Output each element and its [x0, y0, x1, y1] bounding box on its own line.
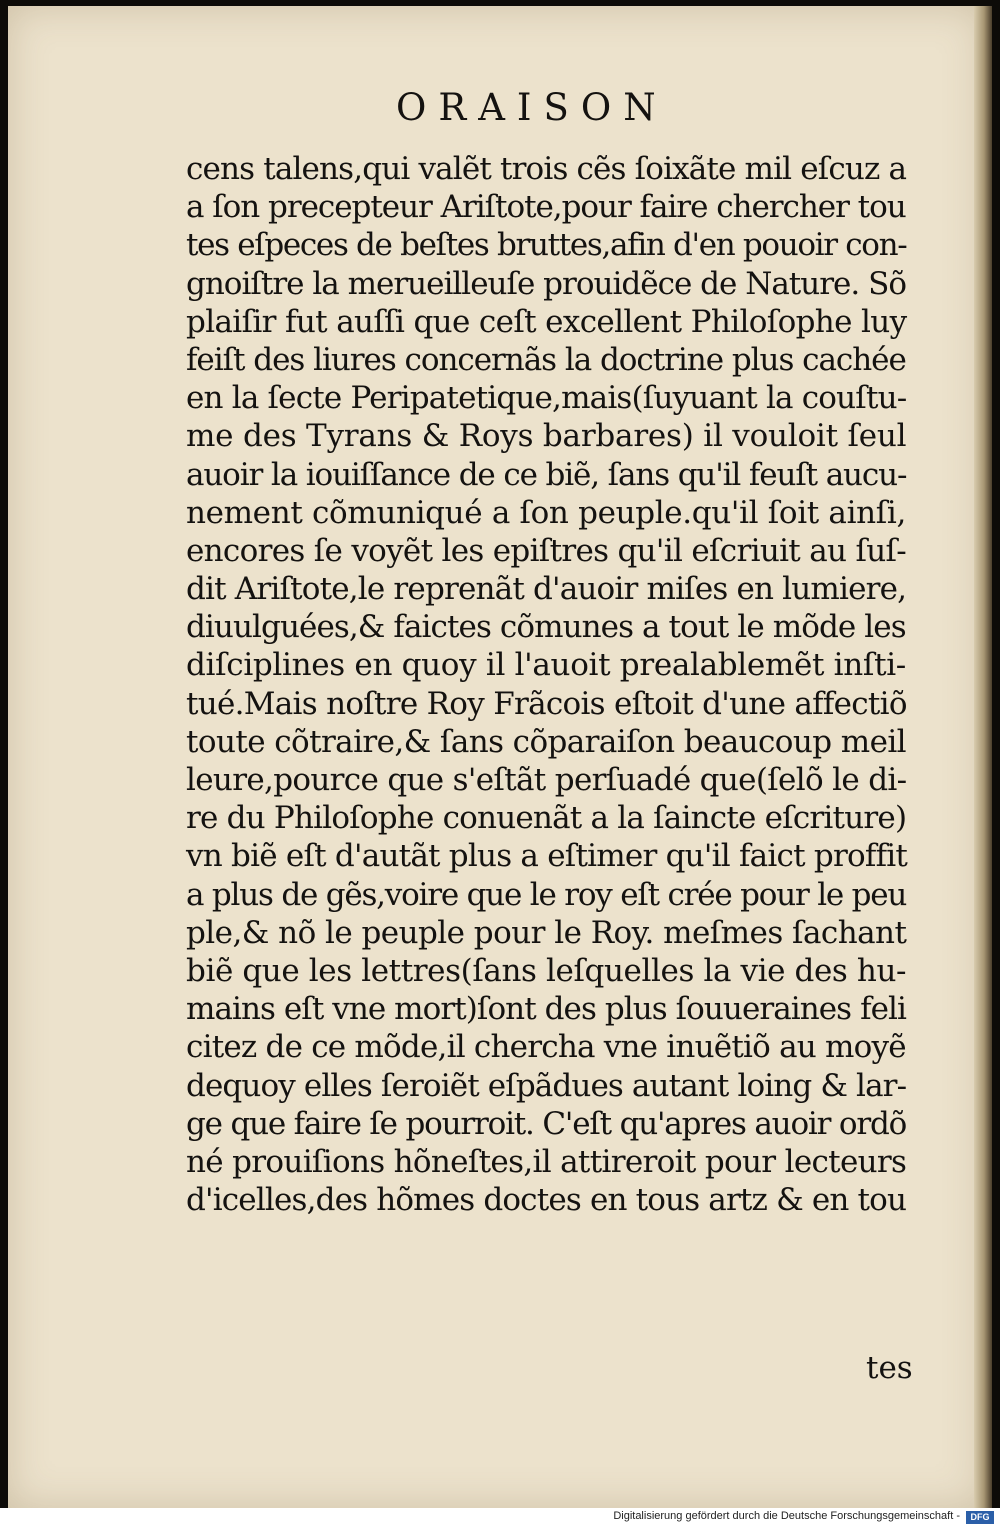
- text-line: gnoiſtre la merueilleuſe prouidẽce de Nature. Sõ: [186, 265, 906, 302]
- text-line: diſciplines en quoy il l'auoit prealablemẽt inſti-: [186, 647, 906, 684]
- catchword: tes: [866, 1350, 913, 1386]
- running-head: ORAISON: [396, 86, 668, 129]
- text-line: vn biẽ eſt d'autãt plus a eſtimer qu'il faict proffit: [186, 838, 908, 875]
- dfg-logo-icon: DFG: [966, 1511, 994, 1524]
- text-line: re du Philoſophe conuenãt a la ſaincte eſcriture): [186, 800, 907, 837]
- text-line: d'icelles,des hõmes doctes en tous artz & en tou: [186, 1182, 907, 1219]
- footer-bar: [0, 1508, 1000, 1528]
- body-text: [186, 150, 906, 1219]
- page-edge: [974, 6, 992, 1508]
- text-line: dequoy elles ſeroiẽt eſpãdues autant loing & lar-: [186, 1067, 907, 1104]
- text-line: feiſt des liures concernãs la doctrine plus cachée: [186, 341, 906, 378]
- text-line: dit Ariſtote,le reprenãt d'auoir miſes en lumiere,: [186, 571, 907, 608]
- text-line: ge que faire ſe pourroit. C'eſt qu'apres auoir ordõ: [186, 1105, 907, 1142]
- text-line: cens talens,qui valẽt trois cẽs ſoixãte mil eſcuz a: [186, 151, 907, 187]
- text-line: me des Tyrans & Roys barbares) il vouloit ſeul: [186, 418, 907, 455]
- text-line: diuulguées,& faictes cõmunes a tout le mõde les: [186, 609, 906, 646]
- text-line: a ſon precepteur Ariſtote,pour faire chercher tou: [186, 189, 906, 226]
- text-line: mains eſt vne mort)ſont des plus ſouueraines feli: [186, 991, 906, 1028]
- text-line: biẽ que les lettres(ſans leſquelles la vie des hu-: [186, 952, 907, 989]
- text-line: leure,pource que s'eſtãt perſuadé que(ſelõ le di-: [186, 762, 907, 798]
- text-line: auoir la iouiſſance de ce biẽ, ſans qu'il feuſt aucu-: [186, 456, 907, 493]
- text-line: a plus de gẽs,voire que le roy eſt crée pour le peu: [186, 876, 907, 913]
- text-line: nement cõmuniqué a ſon peuple.qu'il ſoit ainſi,: [186, 494, 906, 531]
- text-line: toute cõtraire,& ſans cõparaiſon beaucoup meil: [186, 723, 907, 760]
- text-line: en la ſecte Peripatetique,mais(ſuyuant la couſtu-: [186, 380, 907, 417]
- text-line: tes eſpeces de beſtes bruttes,afin d'en pouoir con-: [186, 227, 907, 264]
- text-line: tué.Mais noſtre Roy Frãcois eſtoit d'une affectiõ: [186, 685, 907, 722]
- text-line: ple,& nõ le peuple pour le Roy. meſmes ſachant: [186, 914, 907, 951]
- text-line: plaiſir fut auſſi que ceſt excellent Philoſophe luy: [186, 303, 907, 340]
- text-line: né prouiſions hõneſtes,il attireroit pour lecteurs: [186, 1143, 907, 1180]
- footer-credit: Digitalisierung gefördert durch die Deutsche Forschungsgemeinschaft -: [613, 1510, 960, 1522]
- text-line: encores ſe voyẽt les epiſtres qu'il eſcriuit au ſuſ-: [186, 532, 907, 569]
- text-line: citez de ce mõde,il chercha vne inuẽtiõ au moyẽ: [186, 1029, 906, 1066]
